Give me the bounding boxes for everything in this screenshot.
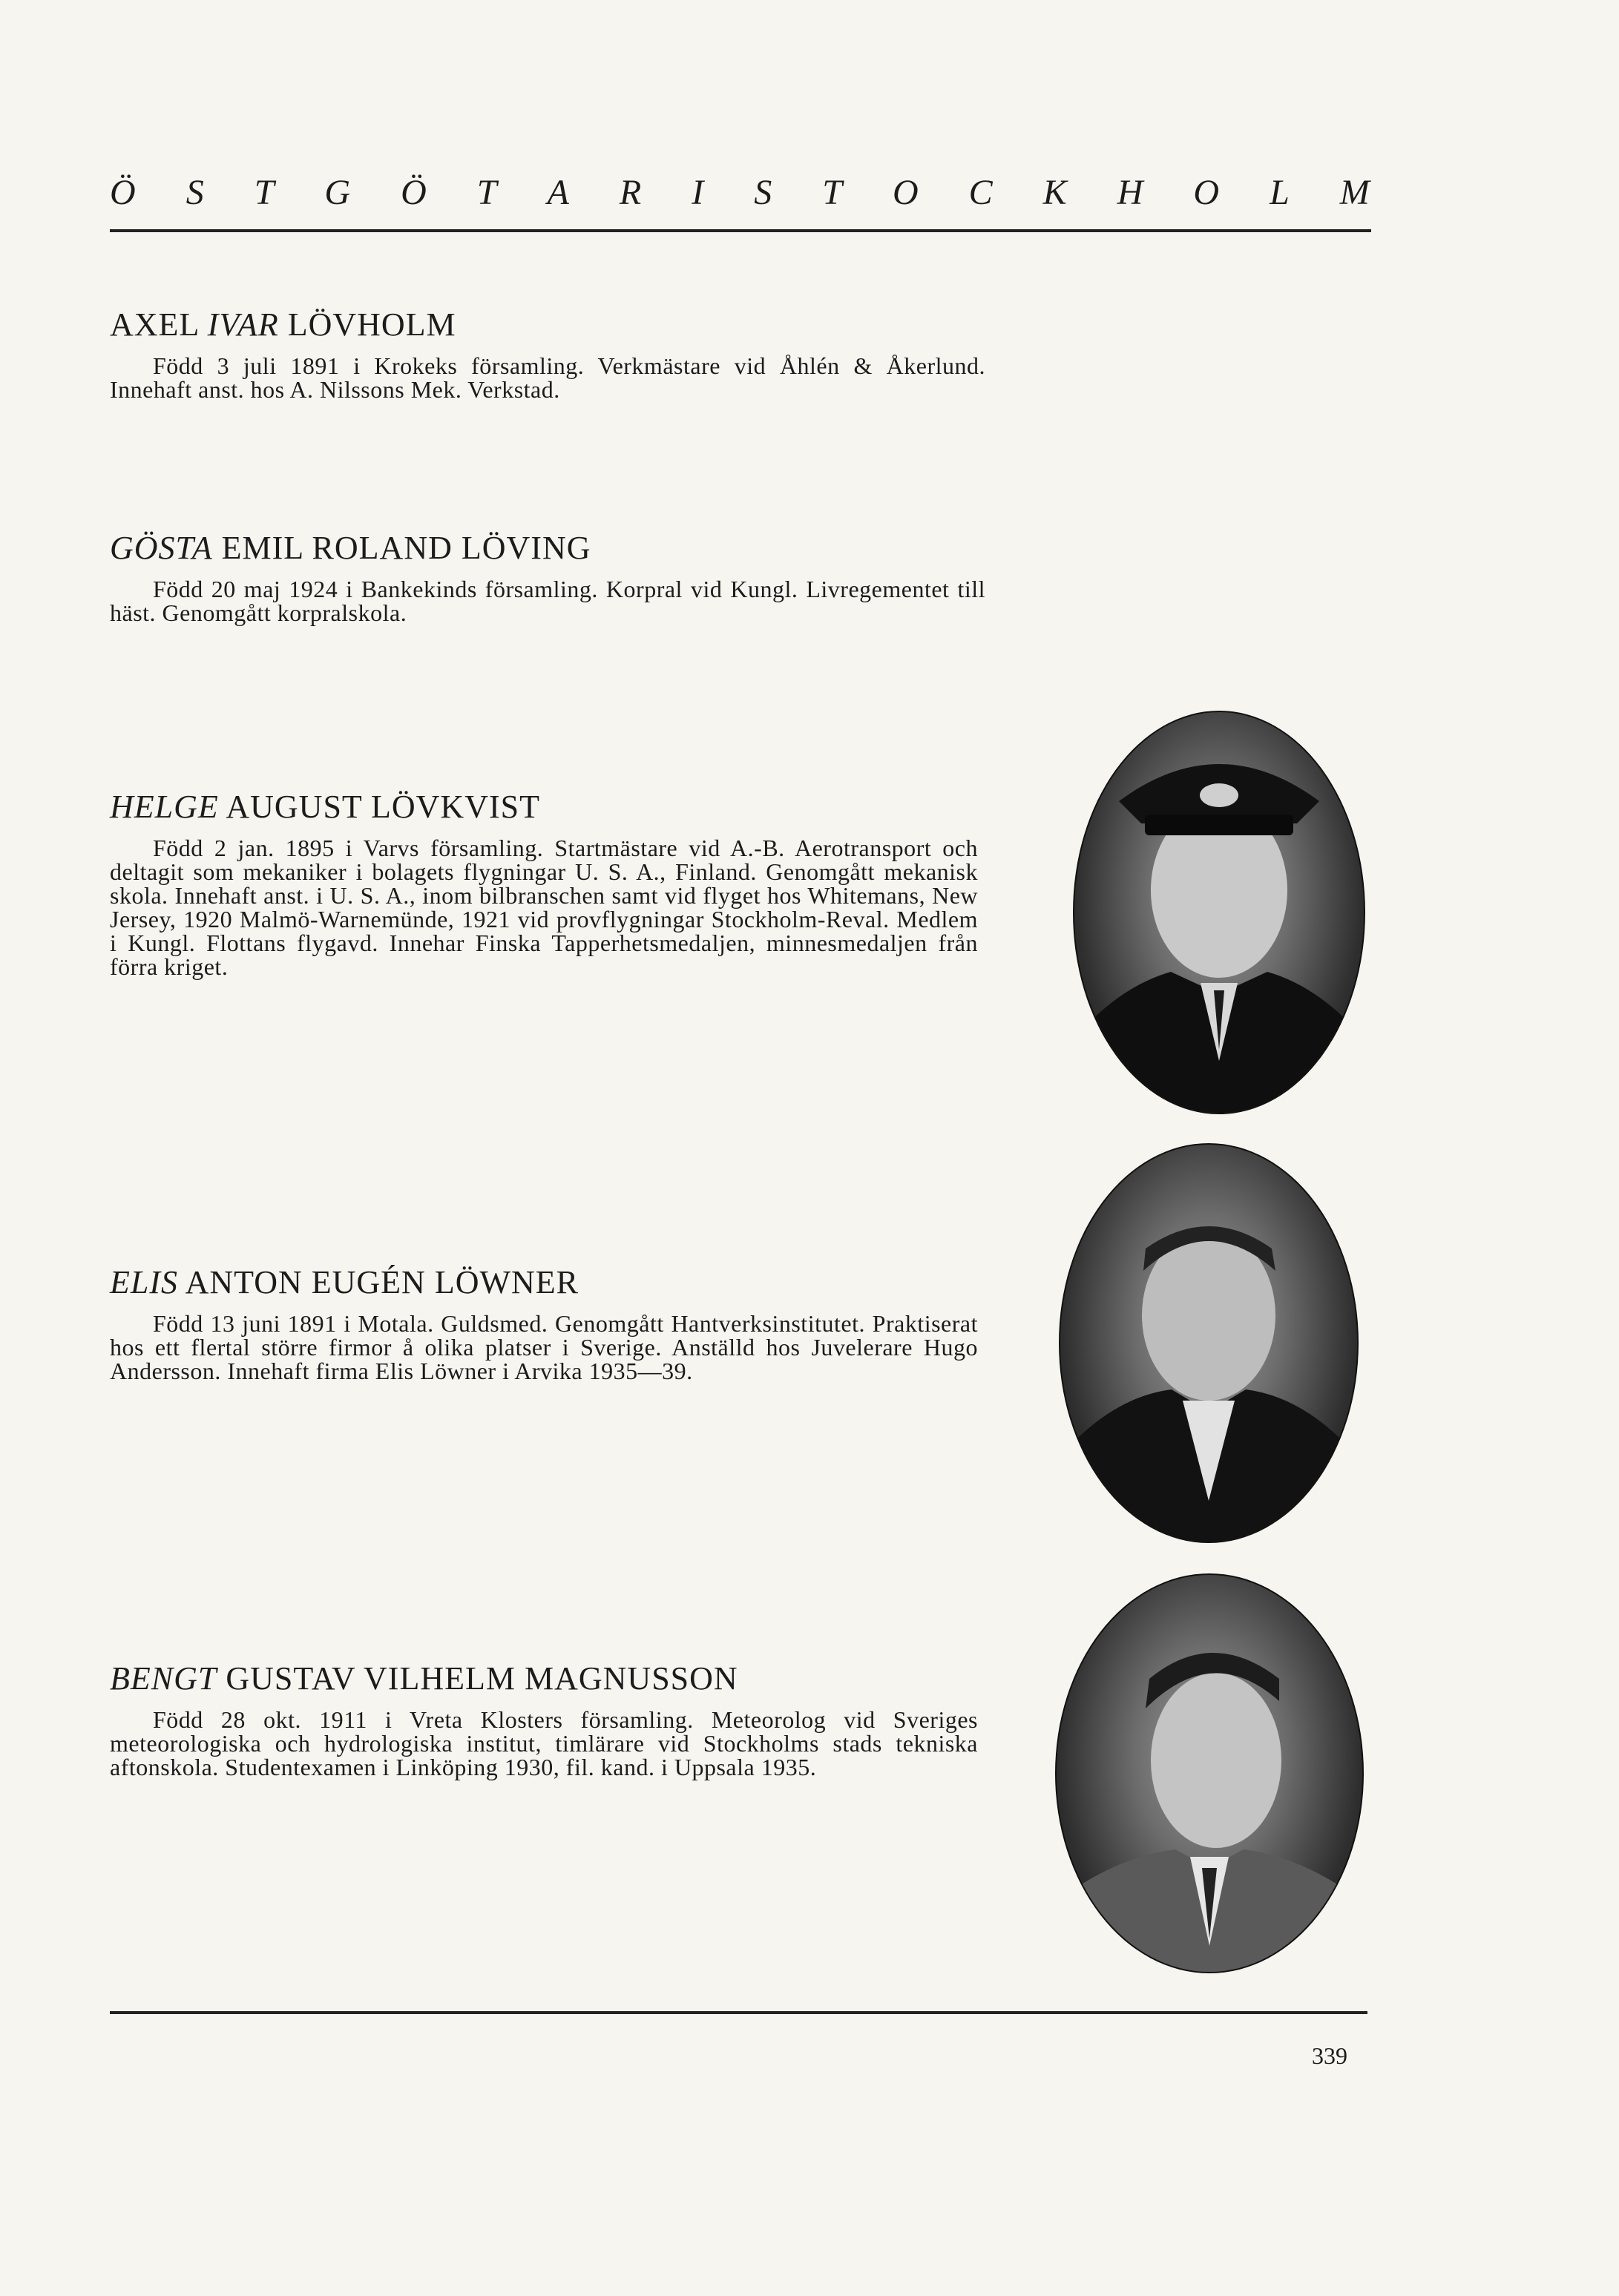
- entry-bio: Född 3 juli 1891 i Krokeks församling. Verkmästare vid Åhlén & Åkerlund. Innehaft anst. hos A. Nilssons Mek. Verkstad.: [110, 352, 985, 403]
- header-letter: H: [1117, 173, 1145, 212]
- portrait-silhouette: [1074, 712, 1364, 1113]
- header-letter: O: [892, 173, 920, 212]
- header-letter: S: [754, 173, 774, 212]
- entry-name: AXEL IVAR LÖVHOLM: [110, 306, 456, 343]
- entry-name: ELIS ANTON EUGÉN LÖWNER: [110, 1264, 579, 1300]
- given-name: ELIS: [110, 1264, 178, 1300]
- header-rule: [110, 229, 1371, 232]
- entry-bio: Född 20 maj 1924 i Bankekinds församling. Korpral vid Kungl. Livregementet till häst. Genomgått korpralskola.: [110, 576, 985, 626]
- portrait-photo-lowner: [1059, 1143, 1359, 1543]
- entry-bio: Född 2 jan. 1895 i Varvs församling. Startmästare vid A.-B. Aerotransport och deltagit som mekaniker i bolagets flygningar U. S. A., Finland. Genomgått mekanisk skola. Innehaft anst. i U. S. A., inom bilbranschen samt vid flyget hos Whitemans, New Jersey, 1920 Malmö-Warnemünde, 1921 vid provflygningar Stockholm-Reval. Medlem i Kungl. Flottans flygavd. Innehar Finska Tapperhetsmedaljen, minnesmedaljen från förra kriget.: [110, 835, 978, 980]
- running-header: [110, 172, 1371, 213]
- header-letter: I: [692, 173, 706, 212]
- biography-entry: [110, 529, 985, 625]
- biography-entry: [110, 306, 985, 401]
- header-letter: M: [1339, 173, 1371, 212]
- given-name: IVAR: [207, 306, 279, 343]
- biography-entry: [110, 788, 978, 978]
- header-letter: A: [547, 173, 571, 212]
- header-letter: Ö: [401, 173, 428, 212]
- header-letter: T: [822, 173, 844, 212]
- entry-name: BENGT GUSTAV VILHELM MAGNUSSON: [110, 1660, 738, 1697]
- entry-name: HELGE AUGUST LÖVKVIST: [110, 789, 540, 825]
- header-letter: G: [324, 173, 352, 212]
- portrait-photo-magnusson: [1055, 1573, 1364, 1973]
- entry-bio: Född 28 okt. 1911 i Vreta Klosters församling. Meteorolog vid Sveriges meteorologiska och hydrologiska institut, timlärare vid Stockholms stads tekniska aftonskola. Studentexamen i Linköping 1930, fil. kand. i Uppsala 1935.: [110, 1706, 978, 1780]
- biography-entry: [110, 1659, 978, 1779]
- header-letter: R: [619, 173, 643, 212]
- given-name: GÖSTA: [110, 530, 213, 566]
- given-name: BENGT: [110, 1660, 217, 1697]
- entry-bio: Född 13 juni 1891 i Motala. Guldsmed. Genomgått Hantverksinstitutet. Praktiserat hos ett flertal större firmor å olika platser i Sverige. Anställd hos Juvelerare Hugo Andersson. Innehaft firma Elis Löwner i Arvika 1935—39.: [110, 1310, 978, 1384]
- biography-entry: [110, 1263, 978, 1383]
- page-number: 339: [1312, 2042, 1347, 2069]
- header-letter: T: [254, 173, 276, 212]
- entry-name: GÖSTA EMIL ROLAND LÖVING: [110, 530, 591, 566]
- header-letter: L: [1270, 173, 1291, 212]
- header-letter: S: [185, 173, 206, 212]
- header-letter: C: [968, 173, 994, 212]
- portrait-photo-lovkvist: [1073, 711, 1365, 1114]
- portrait-silhouette: [1057, 1575, 1362, 1972]
- header-letter: O: [1193, 173, 1221, 212]
- header-letter: K: [1042, 173, 1068, 212]
- given-name: HELGE: [110, 789, 219, 825]
- header-letter: Ö: [110, 173, 137, 212]
- footer-rule: [110, 2011, 1367, 2014]
- header-letter: T: [476, 173, 499, 212]
- portrait-silhouette: [1060, 1145, 1357, 1542]
